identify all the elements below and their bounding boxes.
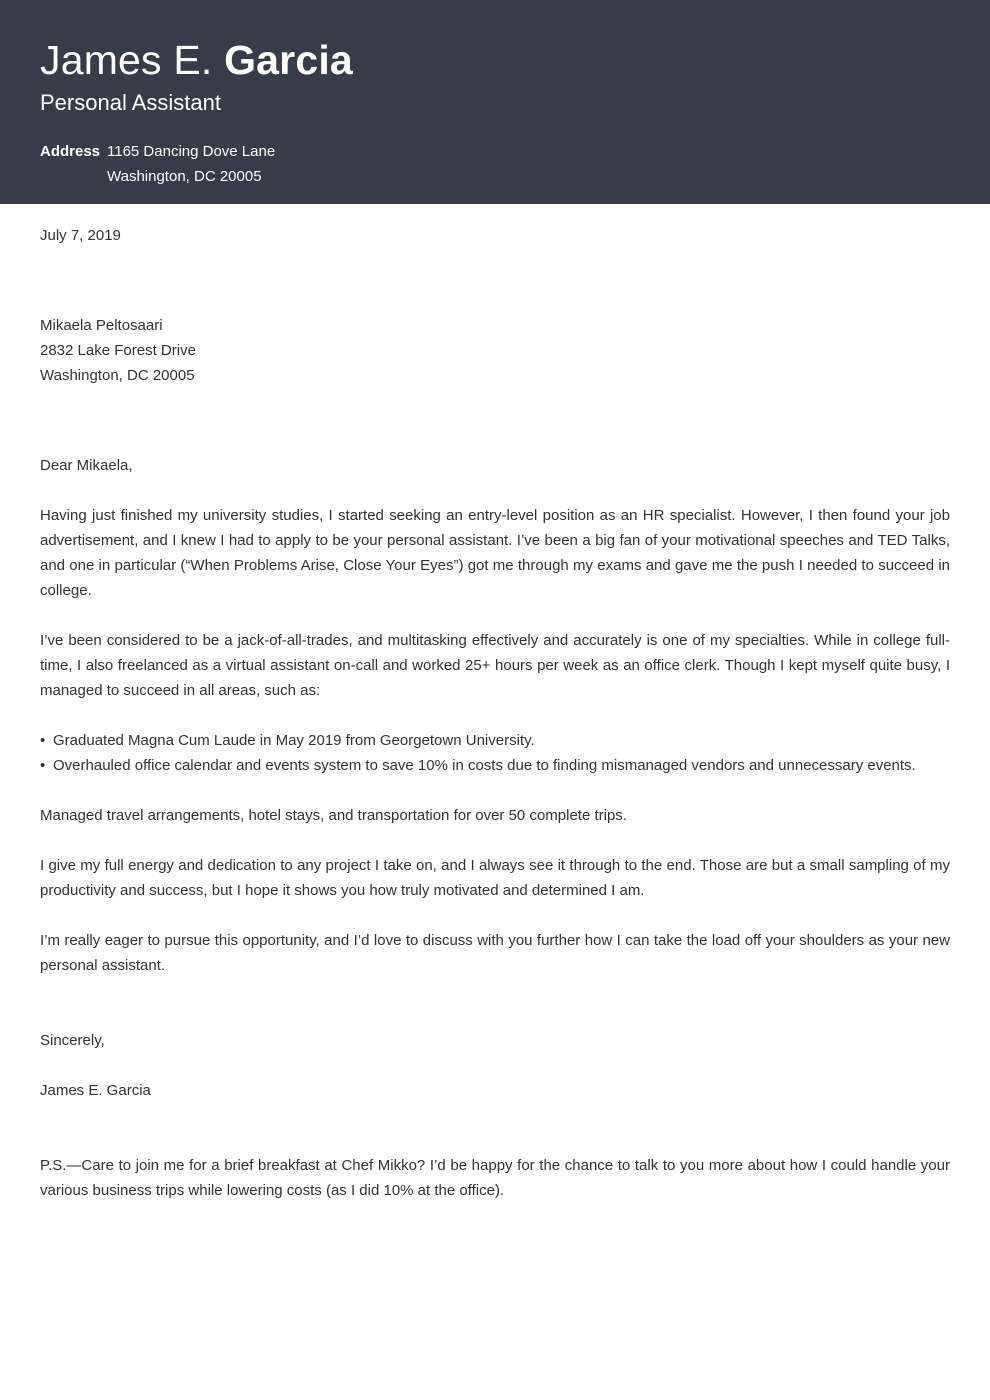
- letter-header: [0, 0, 990, 204]
- sender-address: [40, 139, 950, 189]
- paragraph-travel: Managed travel arrangements, hotel stays, and transportation for over 50 complete trips.: [40, 807, 627, 824]
- achievements-list: [40, 728, 950, 778]
- paragraph-dedication: I give my full energy and dedication to any project I take on, and I always see it through to the end. Those are but a small sampling of my productivity and success, but I hope it shows you how truly motivated and determined I am.: [40, 857, 950, 899]
- paragraph-intro: Having just finished my university studies, I started seeking an entry-level position as an HR specialist. However, I then found your job advertisement, and I knew I had to apply to be your personal assistant. I’ve been a big fan of your motivational speeches and TED Talks, and one in particular (“When Problems Arise, Close Your Eyes”) got me through my exams and gave me the push I needed to succeed in college.: [40, 507, 950, 599]
- sender-first-name: James E.: [40, 37, 213, 83]
- address-lines: [107, 139, 275, 189]
- address-label: Address: [40, 143, 101, 160]
- letter-date: July 7, 2019: [40, 227, 121, 244]
- sender-name: [40, 37, 950, 83]
- letter-body: [0, 223, 990, 1203]
- address-line-1: 1165 Dancing Dove Lane: [107, 143, 276, 160]
- closing: Sincerely,: [40, 1032, 105, 1049]
- recipient-block: [40, 313, 950, 388]
- recipient-name: Mikaela Peltosaari: [40, 317, 163, 334]
- paragraph-closing-pitch: I’m really eager to pursue this opportunity, and I’d love to discuss with you further how I can take the load off your shoulders as your new personal assistant.: [40, 932, 950, 974]
- signature: James E. Garcia: [40, 1082, 151, 1099]
- recipient-street: 2832 Lake Forest Drive: [40, 342, 196, 359]
- salutation: Dear Mikaela,: [40, 457, 133, 474]
- list-item: • Overhauled office calendar and events system to save 10% in costs due to finding mismanaged vendors and unnecessary events.: [40, 753, 950, 778]
- paragraph-skills: I’ve been considered to be a jack-of-all-trades, and multitasking effectively and accurately is one of my specialties. While in college full-time, I also freelanced as a virtual assistant on-call and worked 25+ hours per week as an office clerk. Though I kept myself quite busy, I managed to succeed in all areas, such as:: [40, 632, 950, 699]
- recipient-city: Washington, DC 20005: [40, 367, 195, 384]
- sender-job-title: Personal Assistant: [40, 90, 221, 115]
- list-item: • Graduated Magna Cum Laude in May 2019 from Georgetown University.: [40, 728, 950, 753]
- sender-last-name: Garcia: [224, 37, 353, 83]
- address-line-2: Washington, DC 20005: [107, 168, 262, 185]
- postscript: P.S.—Care to join me for a brief breakfast at Chef Mikko? I’d be happy for the chance to talk to you more about how I could handle your various business trips while lowering costs (as I did 10% at the office).: [40, 1157, 950, 1199]
